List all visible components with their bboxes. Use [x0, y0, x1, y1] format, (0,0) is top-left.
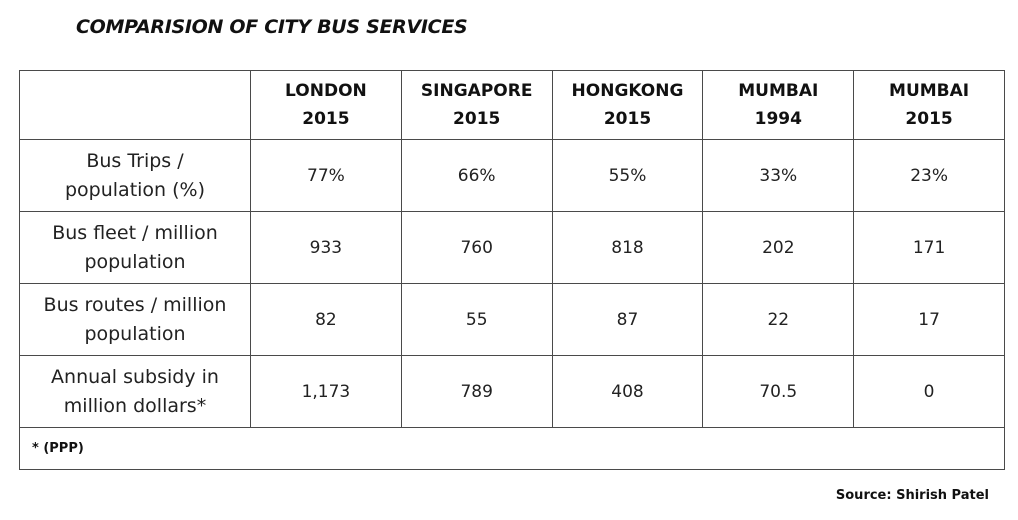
- table-cell: 1,173: [251, 356, 402, 428]
- table-cell: 0: [854, 356, 1005, 428]
- column-year: 2015: [905, 109, 953, 129]
- table-cell: 82: [251, 284, 402, 356]
- row-label: [20, 356, 251, 428]
- table-cell: 408: [552, 356, 703, 428]
- row-label-line: population (%): [64, 178, 206, 201]
- table-row-bus-trips: [20, 140, 1005, 212]
- row-label-line: Bus fleet / million: [52, 221, 218, 244]
- footnote: * (PPP): [20, 428, 1005, 470]
- column-city: LONDON: [285, 81, 367, 101]
- table-cell: 789: [401, 356, 552, 428]
- column-year: 2015: [302, 109, 350, 129]
- column-header-london-2015: [251, 71, 402, 140]
- column-year: 2015: [453, 109, 501, 129]
- column-header-mumbai-1994: [703, 71, 854, 140]
- page-title: COMPARISION OF CITY BUS SERVICES: [76, 16, 468, 38]
- header-row: [20, 71, 1005, 140]
- row-label-line: population: [84, 322, 186, 345]
- table-cell: 87: [552, 284, 703, 356]
- row-label: [20, 140, 251, 212]
- table-cell: 171: [854, 212, 1005, 284]
- column-city: HONGKONG: [571, 81, 684, 101]
- table-cell: 66%: [401, 140, 552, 212]
- footnote-row: [20, 428, 1005, 470]
- column-header-singapore-2015: [401, 71, 552, 140]
- row-label-line: Annual subsidy in: [51, 365, 219, 388]
- header-corner-cell: [20, 71, 251, 140]
- table-cell: 17: [854, 284, 1005, 356]
- table-cell: 818: [552, 212, 703, 284]
- column-city: MUMBAI: [738, 81, 819, 101]
- row-label: [20, 284, 251, 356]
- column-header-mumbai-2015: [854, 71, 1005, 140]
- table-row-annual-subsidy: [20, 356, 1005, 428]
- row-label-line: Bus routes / million: [43, 293, 227, 316]
- table-cell: 55: [401, 284, 552, 356]
- table-cell: 760: [401, 212, 552, 284]
- row-label: [20, 212, 251, 284]
- table-cell: 33%: [703, 140, 854, 212]
- table-row-bus-routes: [20, 284, 1005, 356]
- table-cell: 70.5: [703, 356, 854, 428]
- table-row-bus-fleet: [20, 212, 1005, 284]
- table-cell: 55%: [552, 140, 703, 212]
- comparison-table: [19, 70, 1005, 470]
- table-cell: 77%: [251, 140, 402, 212]
- column-city: SINGAPORE: [420, 81, 533, 101]
- table-cell: 23%: [854, 140, 1005, 212]
- row-label-line: million dollars*: [63, 394, 207, 417]
- row-label-line: population: [84, 250, 186, 273]
- row-label-line: Bus Trips /: [86, 149, 184, 172]
- column-city: MUMBAI: [889, 81, 970, 101]
- column-header-hongkong-2015: [552, 71, 703, 140]
- column-year: 2015: [603, 109, 652, 129]
- table-cell: 22: [703, 284, 854, 356]
- column-year: 1994: [754, 109, 802, 129]
- table-cell: 933: [251, 212, 402, 284]
- table-cell: 202: [703, 212, 854, 284]
- source-credit: Source: Shirish Patel: [835, 488, 989, 503]
